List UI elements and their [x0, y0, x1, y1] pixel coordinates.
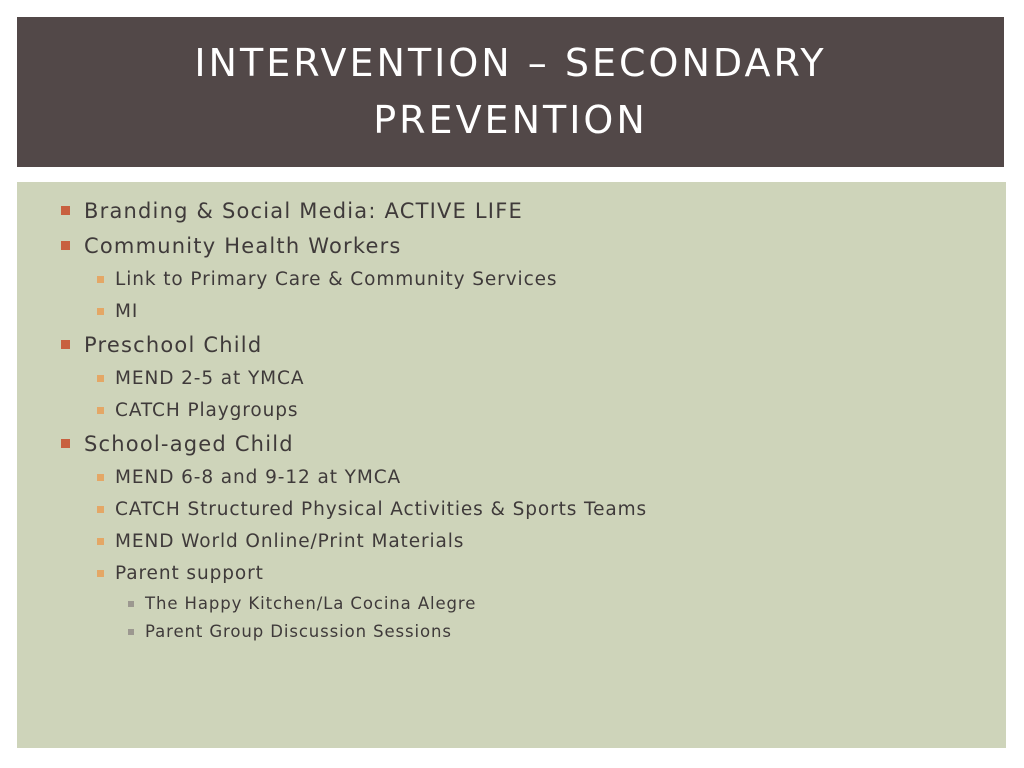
bullet-item — [17, 427, 1006, 462]
bullet-text: Community Health Workers — [84, 234, 402, 258]
content-panel — [17, 182, 1006, 748]
sub-bullet-item — [17, 462, 1006, 494]
square-bullet-icon — [128, 629, 134, 635]
bullet-text: Branding & Social Media: ACTIVE LIFE — [84, 199, 523, 223]
sub-bullet-item — [17, 558, 1006, 590]
bullet-list — [17, 194, 1006, 646]
sub-list-wrapper — [17, 462, 1006, 646]
square-bullet-icon — [97, 474, 104, 481]
square-bullet-icon — [61, 241, 70, 250]
bullet-list-level-3 — [17, 590, 1006, 646]
square-bullet-icon — [97, 570, 104, 577]
sub-bullet-text: MEND 2-5 at YMCA — [115, 368, 305, 389]
square-bullet-icon — [61, 206, 70, 215]
sub-bullet-text: Parent support — [115, 563, 264, 584]
square-bullet-icon — [97, 308, 104, 315]
sub-bullet-item — [17, 395, 1006, 427]
square-bullet-icon — [128, 601, 134, 607]
sub-list-wrapper — [17, 363, 1006, 427]
square-bullet-icon — [97, 538, 104, 545]
bullet-text: School-aged Child — [84, 432, 294, 456]
sub-bullet-text: MEND 6-8 and 9-12 at YMCA — [115, 467, 402, 488]
sub-sub-bullet-text: Parent Group Discussion Sessions — [145, 622, 452, 641]
sub-bullet-item — [17, 363, 1006, 395]
bullet-list-level-2 — [17, 264, 1006, 328]
square-bullet-icon — [61, 340, 70, 349]
bullet-item — [17, 229, 1006, 264]
slide-title: INTERVENTION – SECONDARY PREVENTION — [194, 41, 827, 142]
bullet-item — [17, 328, 1006, 363]
sub-bullet-item — [17, 264, 1006, 296]
sub-bullet-text: CATCH Playgroups — [115, 400, 299, 421]
sub-list-wrapper — [17, 264, 1006, 328]
square-bullet-icon — [61, 439, 70, 448]
sub-bullet-text: MI — [115, 301, 139, 322]
bullet-list-level-2 — [17, 462, 1006, 646]
bullet-item — [17, 194, 1006, 229]
bullet-list-level-2 — [17, 363, 1006, 427]
bullet-list-level-1 — [17, 194, 1006, 646]
sub-sub-bullet-text: The Happy Kitchen/La Cocina Alegre — [145, 594, 477, 613]
sub-bullet-text: Link to Primary Care & Community Services — [115, 269, 558, 290]
sub-bullet-item — [17, 296, 1006, 328]
square-bullet-icon — [97, 506, 104, 513]
sub-sub-list-wrapper — [17, 590, 1006, 646]
sub-bullet-text: MEND World Online/Print Materials — [115, 531, 465, 552]
square-bullet-icon — [97, 407, 104, 414]
sub-sub-bullet-item — [17, 618, 1006, 646]
square-bullet-icon — [97, 276, 104, 283]
bullet-text: Preschool Child — [84, 333, 263, 357]
title-band — [17, 17, 1004, 167]
sub-sub-bullet-item — [17, 590, 1006, 618]
sub-bullet-text: CATCH Structured Physical Activities & Sports Teams — [115, 499, 648, 520]
sub-bullet-item — [17, 526, 1006, 558]
square-bullet-icon — [97, 375, 104, 382]
sub-bullet-item — [17, 494, 1006, 526]
